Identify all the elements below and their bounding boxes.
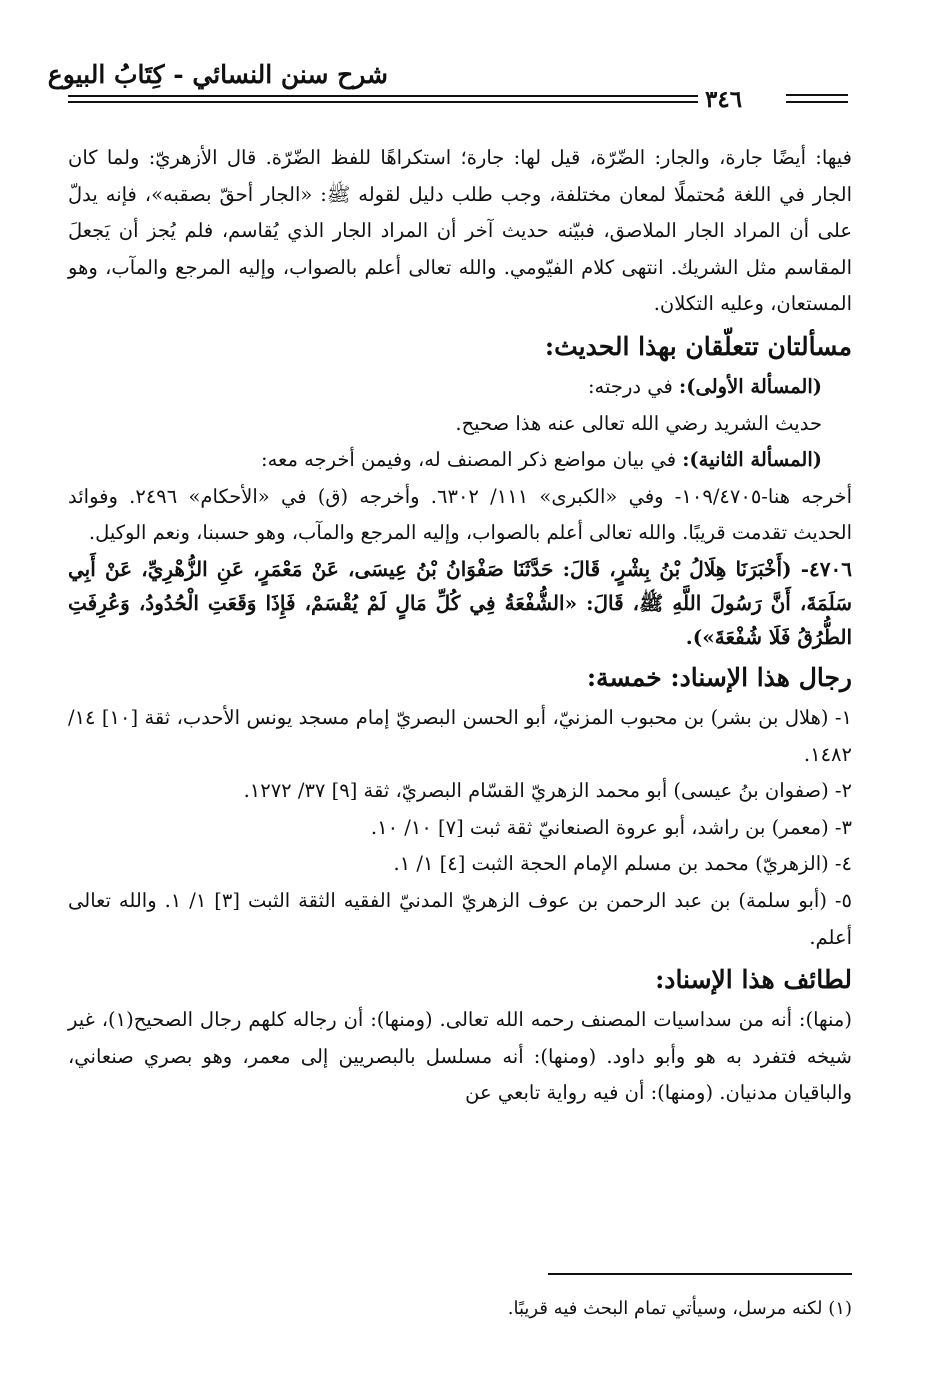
heading-narrators: رجال هذا الإسناد: خمسة: [586, 662, 852, 692]
narrator-1: ١- (هلال بن بشر) بن محبوب المزنيّ، أبو الحسن البصريّ إمام مسجد يونس الأحدب، ثقة [١٠] ١٤/ ١٤٨٢. [68, 705, 852, 766]
paragraph-jar-definition: فيها: أيضًا جارة، والجار: الضّرّة، قيل لها: جارة؛ استكراهًا للفظ الضّرّة. قال الأزهريّ: ولما كان الجار في اللغة مُحتملًا لمعان مختلفة، وجب طلب دليل لقوله ﷺ: «الجار أحقّ بصقبه»، فإنه يدلّ على أن المراد الجار الملاصق، فبيّنه حديث آخر أن المراد الجار الذي يُقاسم، فلم يُجز أن يَجعلَ المقاسم مثل الشريك. انتهى كلام الفيّومي. والله تعالى أعلم بالصواب، وإليه المرجع والمآب، وهو المستعان، وعليه التكلان. [68, 146, 852, 316]
footnote-rule [548, 1273, 852, 1275]
issue-one [68, 369, 852, 406]
heading-subtleties: لطائف هذا الإسناد: [655, 965, 852, 995]
narrator-3: ٣- (معمر) بن راشد، أبو عروة الصنعانيّ ثقة ثبت [٧] ١٠/ ١٠. [370, 815, 852, 839]
header-rule [68, 95, 698, 97]
issue-one-label: (المسألة الأولى): [679, 374, 822, 398]
page-body [68, 140, 852, 1112]
hadith-text: ٤٧٠٦- (أَخْبَرَنَا هِلَالُ بْنُ بِشْرٍ، قَالَ: حَدَّثَنَا صَفْوَانُ بْنُ عِيسَى، عَنْ مَعْمَرٍ، عَنِ الزُّهْرِيِّ، عَنْ أَبِي سَلَمَةَ، أَنَّ رَسُولَ اللَّهِ ﷺ، قَالَ: «الشُّفْعَةُ فِي كُلِّ مَالٍ لَمْ يُقْسَمْ، فَإِذَا وَقَعَتِ الْحُدُودُ، وَعُرِفَتِ الطُّرُقُ فَلَا شُفْعَةَ»). [68, 556, 852, 649]
header-bar [786, 94, 848, 96]
issue-two-text: في بيان مواضع ذكر المصنف له، وفيمن أخرجه معه: [261, 448, 683, 472]
page-number: ٣٤٦ [705, 86, 743, 113]
narrator-4: ٤- (الزهريّ) محمد بن مسلم الإمام الحجة الثبت [٤] ١/ ١. [393, 852, 852, 876]
issue-one-body: حديث الشريد رضي الله تعالى عنه هذا صحيح. [455, 411, 822, 435]
narrator-5: ٥- (أبو سلمة) بن عبد الرحمن بن عوف الزهريّ المدنيّ الفقيه الثقة الثبت [٣] ١/ ١. والله تعالى أعلم. [68, 888, 852, 949]
issue-two-label: (المسألة الثانية): [682, 448, 822, 472]
narrator-2: ٢- (صفوان بنُ عيسى) أبو محمد الزهريّ القسّام البصريّ، ثقة [٩] ٣٧/ ١٢٧٢. [243, 779, 852, 803]
issue-two-body: أخرجه هنا-١٠٩/٤٧٠٥- وفي «الكبرى» ١١١/ ٦٣٠٢. وأخرجه (ق) في «الأحكام» ٢٤٩٦. وفوائد الحديث تقدمت قريبًا. والله تعالى أعلم بالصواب، وإليه المرجع والمآب، وهو حسبنا، ونعم الوكيل. [68, 484, 852, 545]
running-header-title: شرح سنن النسائي - كِتَابُ البيوع [47, 60, 388, 89]
issue-one-text: في درجته: [587, 374, 680, 398]
header-bar [786, 101, 848, 103]
heading-two-issues: مسألتان تتعلّقان بهذا الحديث: [544, 331, 852, 361]
issue-two [68, 442, 852, 479]
subtleties-text: (منها): أنه من سداسيات المصنف رحمه الله تعالى. (ومنها): أن رجاله كلهم رجال الصحيح(١)، غير شيخه فتفرد به هو وأبو داود. (ومنها): أنه مسلسل بالبصريين إلى معمر، وهو بصري صنعاني، والباقيان مدنيان. (ومنها): أن فيه رواية تابعي عن [68, 1008, 852, 1105]
header-rule [68, 101, 698, 103]
footnote: (١) لكنه مرسل، وسيأتي تمام البحث فيه قريبًا. [507, 1298, 852, 1319]
